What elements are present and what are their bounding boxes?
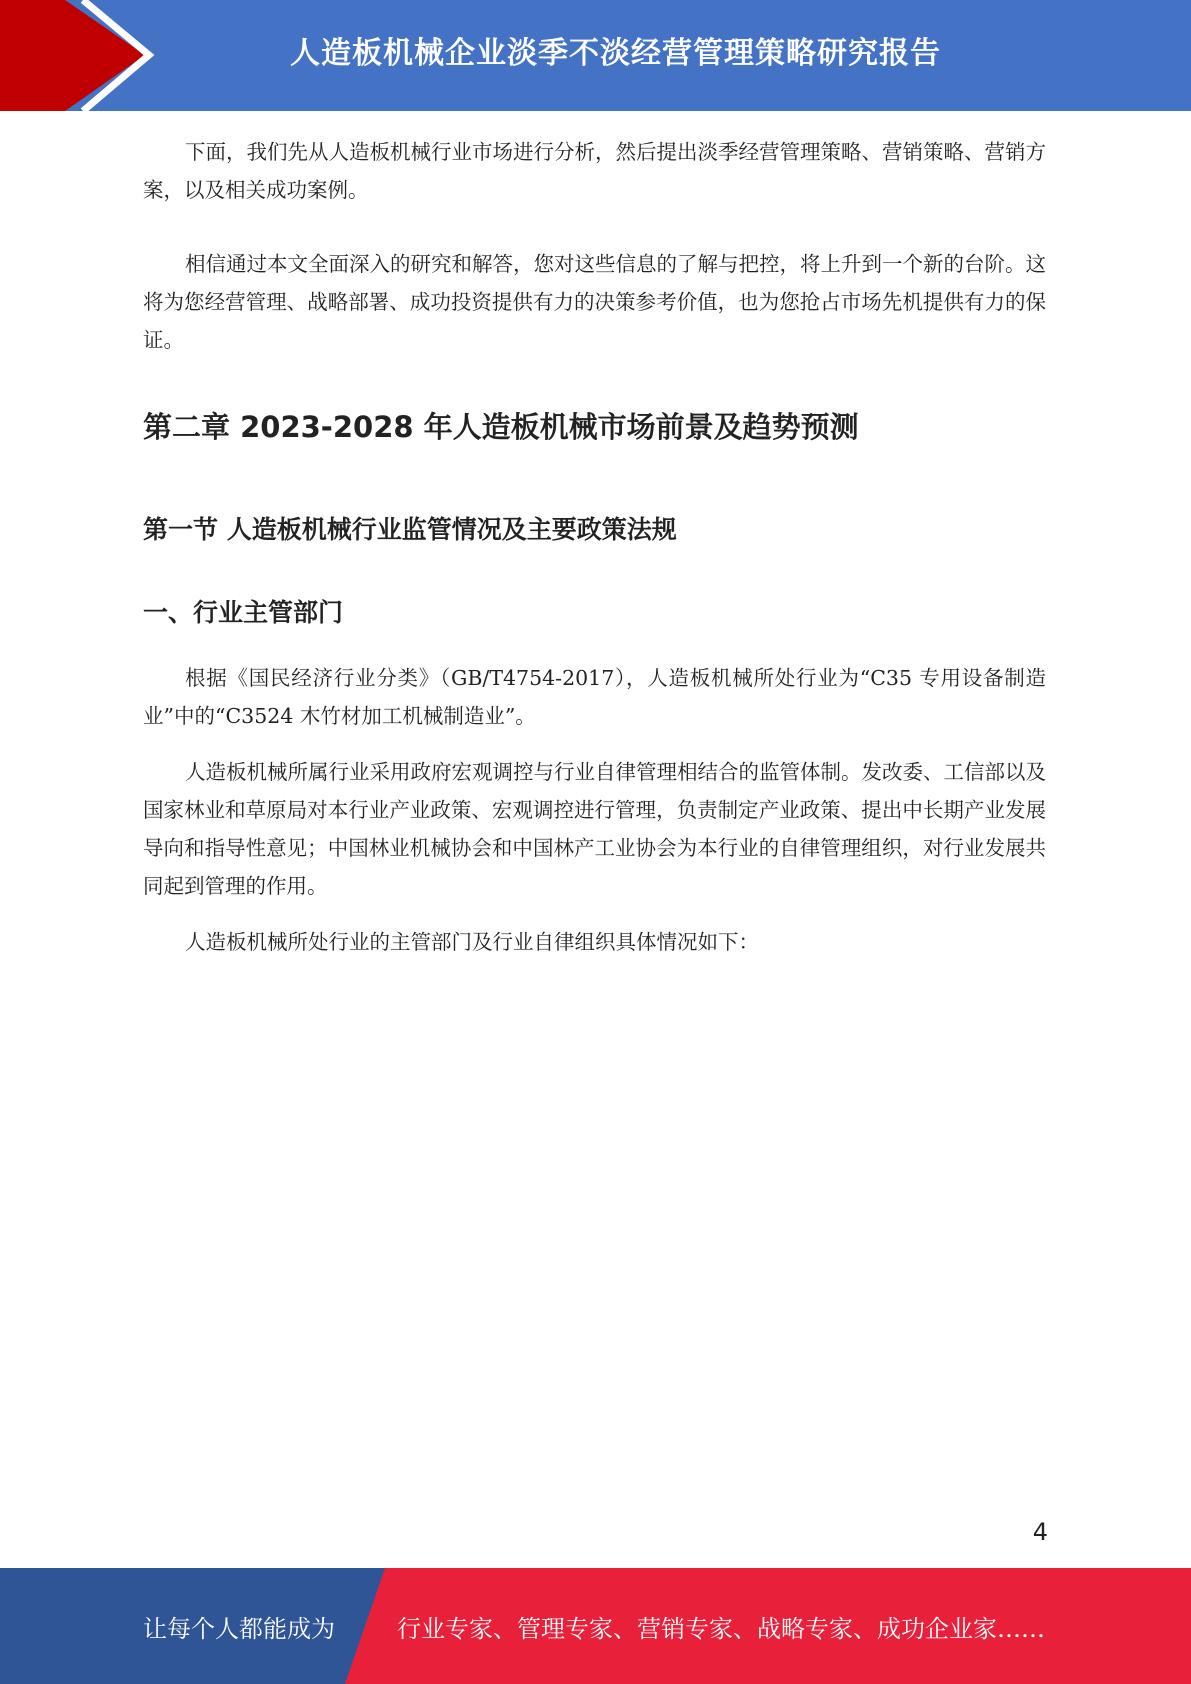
section-title: 第一节 人造板机械行业监管情况及主要政策法规: [143, 515, 677, 544]
intro-paragraph-1: 下面，我们先从人造板机械行业市场进行分析，然后提出淡季经营管理策略、营销策略、营销方案，以及相关成功案例。: [143, 140, 1046, 202]
subsection-title: 一、行业主管部门: [143, 598, 344, 627]
body-block: [143, 659, 1046, 961]
footer-slogan-left: 让每个人都能成为: [143, 1614, 335, 1643]
page-footer: [0, 1568, 1191, 1684]
footer-slogan-right: 行业专家、管理专家、营销专家、战略专家、成功企业家……: [397, 1614, 1045, 1643]
chapter-title: 第二章 2023-2028 年人造板机械市场前景及趋势预测: [143, 410, 859, 444]
page-header: [0, 0, 1191, 111]
body-paragraph-3: 人造板机械所处行业的主管部门及行业自律组织具体情况如下：: [185, 930, 759, 954]
intro-block: [143, 133, 1046, 359]
page-number: 4: [1032, 1518, 1048, 1546]
body-paragraph-1: 根据《国民经济行业分类》（GB/T4754-2017），人造板机械所处行业为“C35 专用设备制造业”中的“C3524 木竹材加工机械制造业”。: [143, 666, 1046, 728]
body-paragraph-2: 人造板机械所属行业采用政府宏观调控与行业自律管理相结合的监管体制。发改委、工信部以及国家林业和草原局对本行业产业政策、宏观调控进行管理，负责制定产业政策、提出中长期产业发展导向和指导性意见；中国林业机械协会和中国林产工业协会为本行业的自律管理组织，对行业发展共同起到管理的作用。: [143, 760, 1046, 898]
header-title: 人造板机械企业淡季不淡经营管理策略研究报告: [290, 36, 941, 71]
intro-paragraph-2: 相信通过本文全面深入的研究和解答，您对这些信息的了解与把控，将上升到一个新的台阶。这将为您经营管理、战略部署、成功投资提供有力的决策参考价值，也为您抢占市场先机提供有力的保证。: [143, 252, 1046, 352]
